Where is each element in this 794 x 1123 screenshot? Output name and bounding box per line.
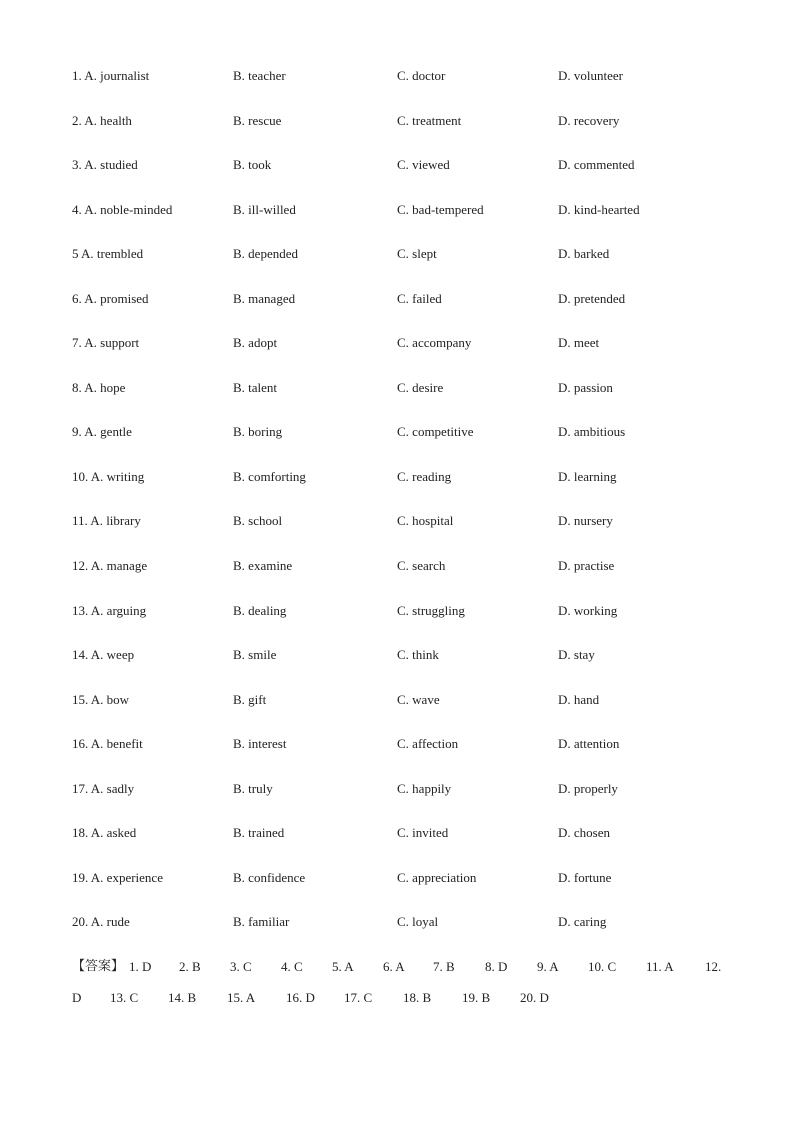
option-c: C. hospital xyxy=(397,513,454,529)
option-c: C. affection xyxy=(397,736,459,752)
option-a: 2. A. health xyxy=(72,112,132,128)
option-b: B. teacher xyxy=(233,68,286,83)
question-row-16 xyxy=(72,735,732,780)
option-c: C. treatment xyxy=(397,112,462,128)
question-row-14 xyxy=(72,646,732,691)
answer-item: 8. D xyxy=(485,959,508,974)
option-a: 9. A. gentle xyxy=(72,424,132,440)
option-a: 3. A. studied xyxy=(72,157,138,173)
option-b: B. managed xyxy=(233,290,296,306)
answer-item: 13. C xyxy=(110,990,139,1005)
answer-item: 12. xyxy=(705,959,722,974)
option-d: D. volunteer xyxy=(558,68,623,83)
option-c: C. think xyxy=(397,647,439,663)
answer-item: 2. B xyxy=(179,959,201,974)
answer-item: 19. B xyxy=(462,990,491,1005)
option-b: B. adopt xyxy=(233,335,278,351)
option-d: D. nursery xyxy=(558,513,613,529)
answer-item: 4. C xyxy=(281,959,303,974)
answer-item: 17. C xyxy=(344,990,373,1005)
question-row-3 xyxy=(72,156,732,201)
option-b: B. rescue xyxy=(233,112,282,128)
option-c: C. happily xyxy=(397,780,452,796)
option-d: D. properly xyxy=(558,780,618,796)
option-a: 10. A. writing xyxy=(72,468,145,484)
option-b: B. gift xyxy=(233,691,267,707)
option-d: D. attention xyxy=(558,736,620,752)
option-c: C. accompany xyxy=(397,335,472,351)
option-b: B. truly xyxy=(233,780,273,796)
option-d: D. working xyxy=(558,602,618,618)
option-a: 1. A. journalist xyxy=(72,68,150,83)
option-d: D. caring xyxy=(558,914,607,930)
option-c: C. appreciation xyxy=(397,869,477,885)
answer-item: 9. A xyxy=(537,959,559,974)
answer-item: 5. A xyxy=(332,959,354,974)
answer-item: 15. A xyxy=(227,990,256,1005)
question-row-5 xyxy=(72,245,732,290)
answer-item: 18. B xyxy=(403,990,432,1005)
option-c: C. failed xyxy=(397,290,442,306)
option-b: B. interest xyxy=(233,736,287,752)
option-b: B. confidence xyxy=(233,869,306,885)
answer-item: D xyxy=(72,990,82,1005)
option-c: C. search xyxy=(397,558,446,574)
option-c: C. invited xyxy=(397,825,449,841)
option-d: D. chosen xyxy=(558,825,610,841)
option-b: B. depended xyxy=(233,246,298,262)
option-c: C. desire xyxy=(397,379,444,395)
option-a: 8. A. hope xyxy=(72,379,126,395)
answer-line-1 xyxy=(72,958,732,989)
answer-item: 14. B xyxy=(168,990,197,1005)
option-d: D. fortune xyxy=(558,869,612,885)
option-d: D. barked xyxy=(558,246,610,262)
option-c: C. wave xyxy=(397,691,440,707)
answer-item: 20. D xyxy=(520,990,549,1005)
option-b: B. trained xyxy=(233,825,285,841)
option-b: B. dealing xyxy=(233,602,287,618)
question-row-7 xyxy=(72,334,732,379)
answer-item: 10. C xyxy=(588,959,617,974)
answer-line-2 xyxy=(72,989,732,1020)
option-d: D. pretended xyxy=(558,290,626,306)
question-row-8 xyxy=(72,379,732,424)
question-row-1 xyxy=(72,67,732,112)
answer-label: 【答案】 xyxy=(72,959,125,974)
question-row-17 xyxy=(72,780,732,825)
option-c: C. reading xyxy=(397,468,452,484)
question-row-11 xyxy=(72,512,732,557)
option-c: C. loyal xyxy=(397,914,439,930)
option-a: 20. A. rude xyxy=(72,914,130,930)
option-d: D. kind-hearted xyxy=(558,201,640,217)
option-b: B. familiar xyxy=(233,914,290,930)
option-d: D. meet xyxy=(558,335,600,351)
option-a: 5 A. trembled xyxy=(72,246,144,262)
option-a: 12. A. manage xyxy=(72,558,148,574)
question-row-13 xyxy=(72,602,732,647)
question-row-19 xyxy=(72,869,732,914)
option-b: B. took xyxy=(233,157,272,173)
option-a: 18. A. asked xyxy=(72,825,137,841)
option-d: D. ambitious xyxy=(558,424,626,440)
option-a: 15. A. bow xyxy=(72,691,130,707)
option-b: B. examine xyxy=(233,558,293,574)
option-c: C. slept xyxy=(397,246,437,262)
question-row-4 xyxy=(72,201,732,246)
question-row-10 xyxy=(72,468,732,513)
option-b: B. boring xyxy=(233,424,283,440)
answer-item: 6. A xyxy=(383,959,405,974)
question-row-9 xyxy=(72,423,732,468)
option-b: B. comforting xyxy=(233,468,306,484)
option-a: 19. A. experience xyxy=(72,869,163,885)
answer-item: 11. A xyxy=(646,959,674,974)
option-b: B. talent xyxy=(233,379,278,395)
option-d: D. passion xyxy=(558,379,613,395)
option-a: 4. A. noble-minded xyxy=(72,201,173,217)
answer-key xyxy=(72,958,732,1020)
answer-item: 3. C xyxy=(230,959,252,974)
option-b: B. smile xyxy=(233,647,277,663)
question-list xyxy=(72,67,732,958)
option-a: 14. A. weep xyxy=(72,647,135,663)
option-b: B. ill-willed xyxy=(233,201,296,217)
option-c: C. bad-tempered xyxy=(397,201,484,217)
option-d: D. recovery xyxy=(558,112,620,128)
answer-item: 16. D xyxy=(286,990,315,1005)
question-row-20 xyxy=(72,913,732,958)
option-c: C. viewed xyxy=(397,157,450,173)
question-row-15 xyxy=(72,691,732,736)
option-a: 7. A. support xyxy=(72,335,140,351)
option-c: C. competitive xyxy=(397,424,474,440)
answer-item: 7. B xyxy=(433,959,455,974)
question-row-2 xyxy=(72,112,732,157)
option-d: D. practise xyxy=(558,558,615,574)
option-d: D. commented xyxy=(558,157,635,173)
question-row-12 xyxy=(72,557,732,602)
option-a: 6. A. promised xyxy=(72,290,149,306)
answer-item: 1. D xyxy=(129,959,152,974)
question-row-6 xyxy=(72,290,732,335)
option-a: 16. A. benefit xyxy=(72,736,143,752)
option-c: C. struggling xyxy=(397,602,465,618)
option-a: 17. A. sadly xyxy=(72,780,135,796)
option-b: B. school xyxy=(233,513,283,529)
question-row-18 xyxy=(72,824,732,869)
option-d: D. learning xyxy=(558,468,617,484)
option-c: C. doctor xyxy=(397,68,446,83)
option-a: 13. A. arguing xyxy=(72,602,147,618)
option-a: 11. A. library xyxy=(72,513,141,529)
option-d: D. hand xyxy=(558,691,600,707)
option-d: D. stay xyxy=(558,647,595,663)
